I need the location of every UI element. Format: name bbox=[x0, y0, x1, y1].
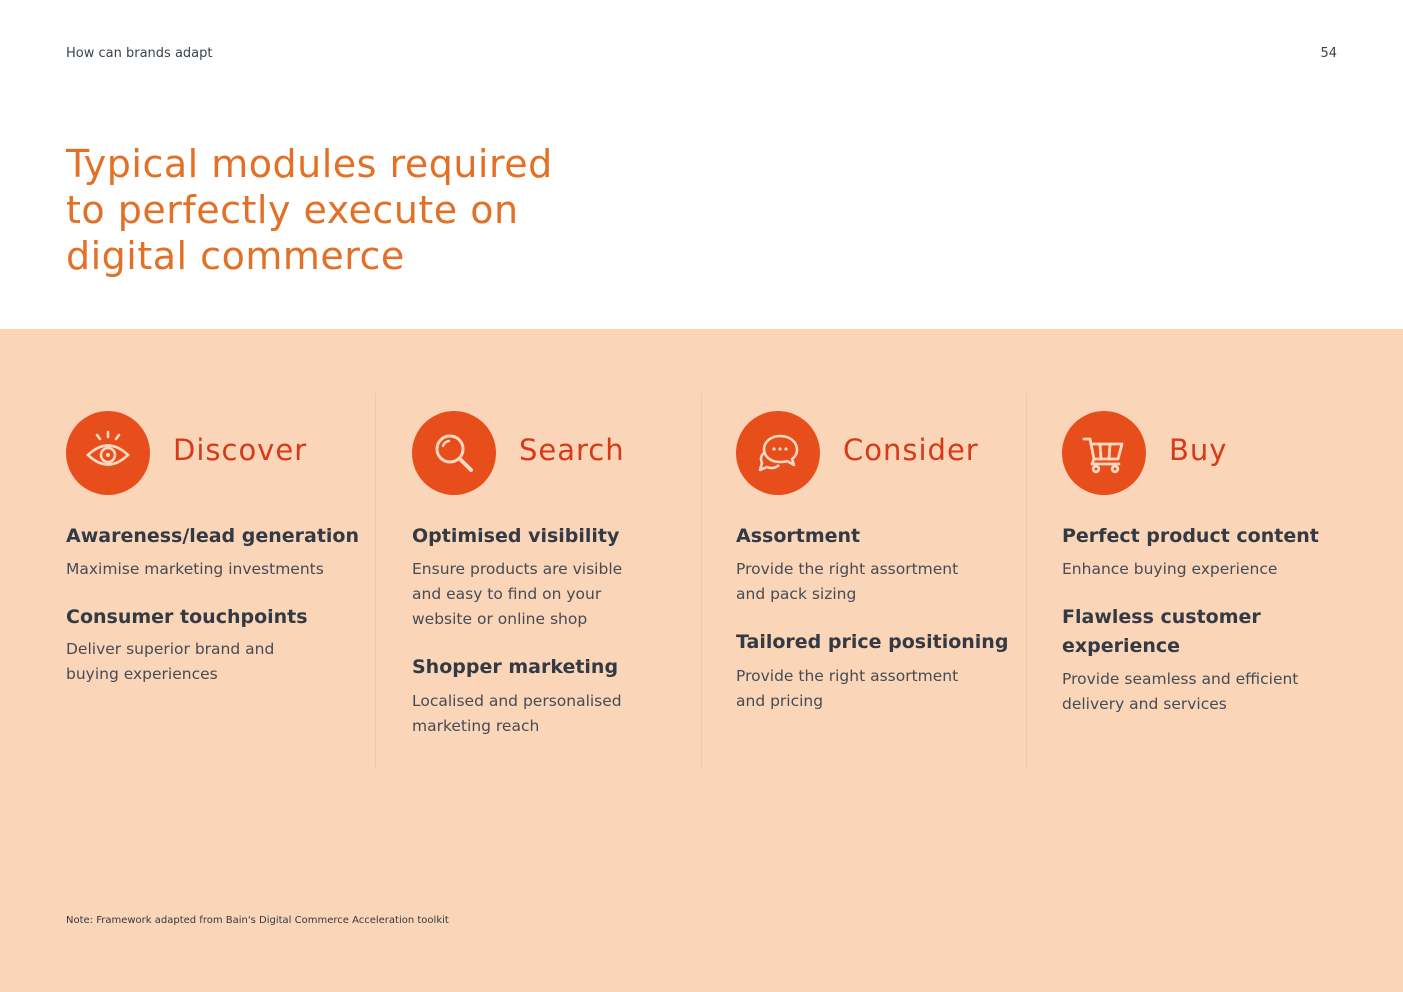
item-title: Shopper marketing bbox=[412, 656, 619, 678]
column-divider bbox=[375, 393, 376, 768]
item-desc: website or online shop bbox=[412, 610, 588, 628]
item-title: Optimised visibility bbox=[412, 525, 620, 547]
page-number: 54 bbox=[1320, 46, 1337, 61]
item-title: Tailored price positioning bbox=[736, 631, 1009, 653]
item-title: Flawless customer bbox=[1062, 606, 1261, 628]
item-title: experience bbox=[1062, 635, 1181, 657]
title-line: Typical modules required bbox=[66, 142, 553, 186]
item-desc: marketing reach bbox=[412, 717, 540, 735]
item-title: Perfect product content bbox=[1062, 525, 1319, 547]
item-desc: buying experiences bbox=[66, 665, 218, 683]
column-divider bbox=[701, 393, 702, 768]
item-desc: Maximise marketing investments bbox=[66, 560, 324, 578]
item-desc: and easy to find on your bbox=[412, 585, 602, 603]
footnote: Note: Framework adapted from Bain's Digital Commerce Acceleration toolkit bbox=[66, 915, 449, 926]
column-divider bbox=[1026, 393, 1027, 768]
item-desc: delivery and services bbox=[1062, 695, 1227, 713]
item-desc: Localised and personalised bbox=[412, 692, 622, 710]
title-line: to perfectly execute on bbox=[66, 188, 519, 232]
item-desc: and pack sizing bbox=[736, 585, 857, 603]
eye-icon bbox=[66, 411, 150, 495]
item-title: Awareness/lead generation bbox=[66, 525, 360, 547]
item-desc: and pricing bbox=[736, 692, 824, 710]
item-desc: Deliver superior brand and bbox=[66, 640, 275, 658]
item-desc: Ensure products are visible bbox=[412, 560, 623, 578]
shopping-cart-icon bbox=[1062, 411, 1146, 495]
module-title: Discover bbox=[173, 433, 308, 467]
item-title: Consumer touchpoints bbox=[66, 606, 308, 628]
page-title bbox=[66, 141, 586, 279]
item-title: Assortment bbox=[736, 525, 861, 547]
item-desc: Provide seamless and efficient bbox=[1062, 670, 1299, 688]
magnifier-icon bbox=[412, 411, 496, 495]
title-line: digital commerce bbox=[66, 234, 405, 278]
item-desc: Provide the right assortment bbox=[736, 560, 959, 578]
module-title: Consider bbox=[843, 433, 979, 467]
chat-bubbles-icon bbox=[736, 411, 820, 495]
module-title: Search bbox=[519, 433, 625, 467]
section-label: How can brands adapt bbox=[66, 46, 213, 61]
item-desc: Enhance buying experience bbox=[1062, 560, 1278, 578]
module-title: Buy bbox=[1169, 433, 1228, 467]
item-desc: Provide the right assortment bbox=[736, 667, 959, 685]
